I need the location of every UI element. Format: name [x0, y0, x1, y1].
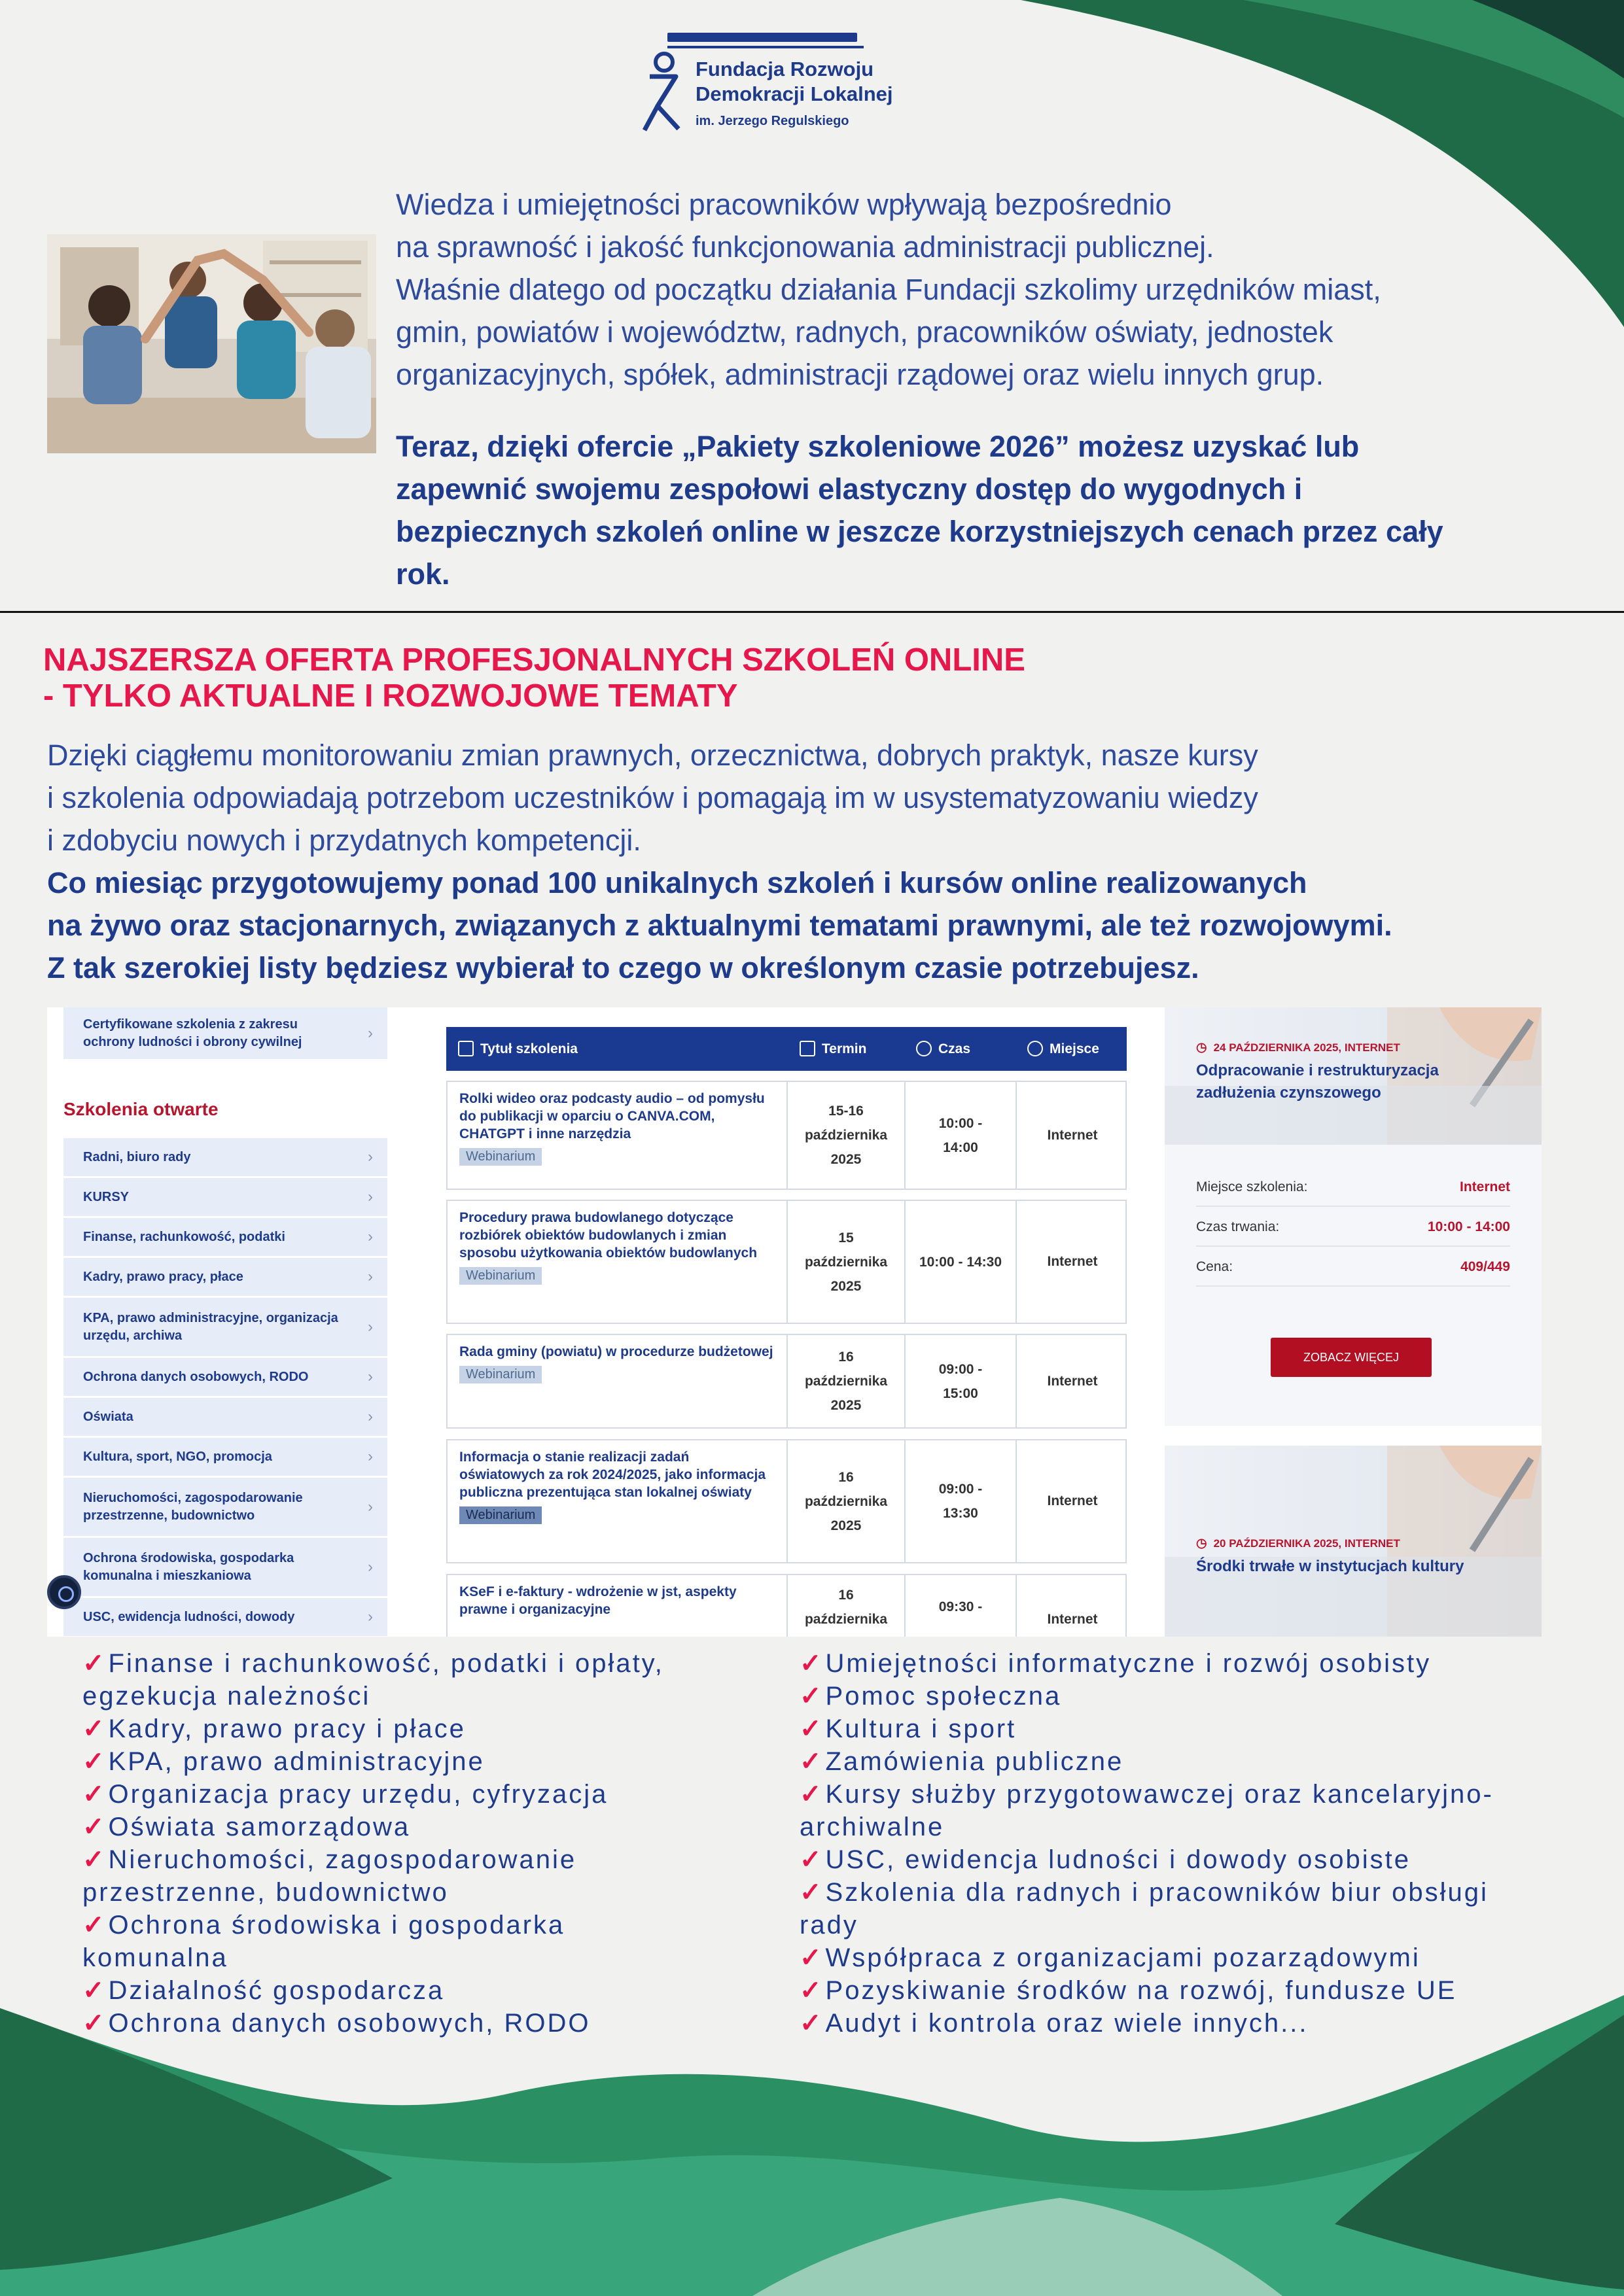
see-more-button[interactable]: ZOBACZ WIĘCEJ [1271, 1338, 1432, 1377]
sidebar-item-label: Radni, biuro rady [83, 1149, 191, 1164]
clock-icon [916, 1041, 932, 1056]
row-date-line: 2025 [830, 1518, 862, 1533]
logo-bar-thin [667, 46, 864, 48]
logo-text-line2: Demokracji Lokalnej [696, 82, 893, 105]
header-title [458, 1041, 578, 1057]
person-logo-icon [638, 50, 690, 135]
row-title-cell [448, 1575, 788, 1637]
row-title[interactable]: Rada gminy (powiatu) w procedurze budżetowej [459, 1344, 773, 1359]
logo-bar [667, 33, 857, 42]
chevron-right-icon: › [368, 1268, 373, 1285]
list-item [800, 1876, 1572, 1941]
row-date-line: października [804, 1493, 888, 1509]
foundation-logo [638, 27, 913, 139]
card-duration-value: 10:00 - 14:00 [1427, 1219, 1510, 1234]
intro-lead-line: Wiedza i umiejętności pracowników wpływają bezpośrednio [396, 188, 1172, 221]
check-icon: ✓ [82, 1780, 105, 1809]
row-place: Internet [1047, 1373, 1098, 1389]
row-tag: Webinarium [459, 1506, 542, 1524]
intro-lead-line: na sprawność i jakość funkcjonowania administracji publicznej. [396, 230, 1214, 264]
row-title-cell [448, 1082, 788, 1189]
training-card[interactable] [1165, 1007, 1542, 1426]
topic-text: egzekucja należności [82, 1682, 371, 1711]
row-time [906, 1335, 1017, 1427]
row-title[interactable]: Rolki wideo oraz podcasty audio – od pomysłu do publikacji w oparciu o CANVA.COM, CHATGPT i inne narzędzia [459, 1091, 765, 1141]
check-icon: ✓ [800, 1714, 822, 1743]
topic-text: Ochrona środowiska i gospodarka [108, 1911, 565, 1939]
chevron-right-icon: › [368, 1408, 373, 1425]
sidebar-item-usc[interactable] [63, 1598, 387, 1637]
list-item [82, 1974, 789, 2007]
list-item [82, 1647, 789, 1713]
topics-left [82, 1647, 789, 2040]
sidebar-item-label: KURSY [83, 1189, 130, 1204]
topic-text: Finanse i rachunkowość, podatki i opłaty, [108, 1649, 664, 1678]
chevron-right-icon: › [368, 1448, 373, 1465]
card-duration-row [1196, 1208, 1510, 1247]
topic-text: rady [800, 1911, 858, 1939]
row-tag: Webinarium [459, 1366, 542, 1383]
row-time-line: 09:00 - [938, 1361, 983, 1377]
list-item [800, 1647, 1572, 1680]
header-date [800, 1041, 866, 1057]
row-time [906, 1082, 1017, 1189]
topic-text: Działalność gospodarcza [108, 1976, 445, 2005]
row-date [788, 1201, 906, 1323]
intro-offer-line: Teraz, dzięki ofercie „Pakiety szkoleniowe 2026” możesz uzyskać lub [396, 430, 1360, 463]
row-date-line: 16 [838, 1349, 854, 1365]
topic-text: Umiejętności informatyczne i rozwój osobisty [825, 1649, 1432, 1678]
headline-line2: - TYLKO AKTUALNE I ROZWOJOWE TEMATY [43, 678, 738, 714]
row-place: Internet [1047, 1254, 1098, 1269]
intro-section [396, 183, 1587, 595]
sidebar-item-label: Oświata [83, 1409, 133, 1424]
row-date [788, 1082, 906, 1189]
chevron-right-icon: › [368, 1368, 373, 1385]
row-date [788, 1575, 906, 1637]
list-item [82, 1713, 789, 1745]
row-title[interactable]: Informacja o stanie realizacji zadań oświatowych za rok 2024/2025, jako informacja publiczna prezentująca stan lokalnej oświaty [459, 1450, 766, 1500]
check-icon: ✓ [800, 1845, 822, 1874]
intro-offer-line: zapewnić swojemu zespołowi elastyczny dostęp do wygodnych i [396, 472, 1303, 506]
row-date [788, 1440, 906, 1562]
chevron-right-icon: › [368, 1188, 373, 1206]
team-photo [47, 234, 376, 453]
topic-text: Organizacja pracy urzędu, cyfryzacja [108, 1780, 609, 1809]
card-price-row [1196, 1247, 1510, 1287]
card-date: ◷ 20 PAŹDZIERNIKA 2025, INTERNET [1196, 1536, 1400, 1551]
sidebar-item-nieruchomosci[interactable] [63, 1478, 387, 1538]
list-item [82, 1778, 789, 1811]
check-icon: ✓ [82, 1813, 105, 1841]
sidebar-item-oswiata[interactable] [63, 1398, 387, 1438]
list-item [800, 1680, 1572, 1713]
list-item [800, 2007, 1572, 2040]
paragraph-bold-line: Z tak szerokiej listy będziesz wybierał to czego w określonym czasie potrzebujesz. [47, 951, 1199, 984]
header-title-label: Tytuł szkolenia [480, 1041, 578, 1056]
document-icon [458, 1041, 474, 1056]
chevron-right-icon: › [368, 1317, 373, 1336]
topic-text: Oświata samorządowa [108, 1813, 411, 1841]
row-time-line: 10:00 - 14:30 [919, 1254, 1002, 1270]
topic-text: komunalna [82, 1943, 228, 1972]
card-place-row [1196, 1168, 1510, 1207]
row-title-cell [448, 1440, 788, 1562]
intro-offer-line: bezpiecznych szkoleń online w jeszcze korzystniejszych cenach przez cały [396, 515, 1443, 548]
row-date-line: października [804, 1612, 888, 1627]
topic-text: Kadry, prawo pracy i płace [108, 1714, 466, 1743]
row-time [906, 1440, 1017, 1562]
sidebar-item-radni[interactable] [63, 1138, 387, 1178]
row-date-line: 15-16 [828, 1104, 864, 1119]
list-item [800, 1974, 1572, 2007]
list-item [800, 1778, 1572, 1843]
paragraph-lead-line: i zdobyciu nowych i przydatnych kompetencji. [47, 824, 641, 857]
header-place-label: Miejsce [1050, 1041, 1099, 1056]
row-date-line: października [804, 1374, 888, 1389]
row-tag: Webinarium [459, 1267, 542, 1285]
row-place: Internet [1047, 1612, 1098, 1627]
topic-text: Ochrona danych osobowych, RODO [108, 2009, 591, 2038]
row-title-cell [448, 1335, 788, 1427]
intro-lead [396, 183, 1587, 396]
check-icon: ✓ [800, 1878, 822, 1907]
paragraph-lead-line: Dzięki ciągłemu monitorowaniu zmian prawnych, orzecznictwa, dobrych praktyk, nasze kursy [47, 739, 1258, 772]
list-item [800, 1843, 1572, 1876]
row-title[interactable]: KSeF i e-faktury - wdrożenie w jst, aspekty prawne i organizacyjne [459, 1584, 737, 1617]
check-icon: ✓ [82, 1976, 105, 2005]
row-date-line: 16 [838, 1469, 854, 1485]
row-tag: Webinarium [459, 1148, 542, 1166]
topic-text: Współpraca z organizacjami pozarządowymi [825, 1943, 1421, 1972]
intro-offer-line: rok. [396, 557, 450, 591]
paragraph-bold-line: na żywo oraz stacjonarnych, związanych z aktualnymi tematami prawnymi, ale też rozwojowymi. [47, 909, 1392, 942]
logo-text-line3: im. Jerzego Regulskiego [696, 114, 849, 128]
list-item [82, 2007, 789, 2040]
row-place: Internet [1047, 1127, 1098, 1143]
check-icon: ✓ [800, 1943, 822, 1972]
check-icon: ✓ [800, 1682, 822, 1711]
check-icon: ✓ [800, 1649, 822, 1678]
card-title[interactable]: Odpracowanie i restrukturyzacja zadłużenia czynszowego [1196, 1062, 1439, 1102]
paragraph-lead [47, 734, 1604, 861]
sidebar-item-kpa[interactable] [63, 1298, 387, 1358]
list-item [82, 1843, 789, 1909]
topic-text: Szkolenia dla radnych i pracowników biur obsługi [825, 1878, 1489, 1907]
logo-text-line1: Fundacja Rozwoju [696, 58, 874, 80]
row-time-line: 13:30 [943, 1506, 978, 1521]
topic-text: Kursy służby przygotowawczej oraz kancelaryjno- [825, 1780, 1494, 1809]
row-time-line: 10:00 - [938, 1115, 983, 1131]
sidebar-item-label: Finanse, rachunkowość, podatki [83, 1229, 285, 1244]
sidebar-item-label: Ochrona danych osobowych, RODO [83, 1369, 309, 1384]
row-date-line: 2025 [830, 1278, 862, 1294]
topic-text: Pozyskiwanie środków na rozwój, fundusze UE [825, 1976, 1457, 2005]
location-pin-icon [1027, 1041, 1043, 1056]
topic-text: USC, ewidencja ludności i dowody osobiste [825, 1845, 1411, 1874]
check-icon: ✓ [800, 1976, 822, 2005]
row-time [906, 1575, 1017, 1637]
row-place: Internet [1047, 1493, 1098, 1508]
paragraph-lead-line: i szkolenia odpowiadają potrzebom uczestników i pomagają im w usystematyzowaniu wiedzy [47, 781, 1258, 814]
sidebar-item-rodo[interactable] [63, 1358, 387, 1398]
sidebar-item-label: Kadry, prawo pracy, płace [83, 1269, 243, 1284]
sidebar-item-label: KPA, prawo administracyjne, organizacja urzędu, archiwa [83, 1310, 338, 1343]
topic-text: przestrzenne, budownictwo [82, 1878, 449, 1907]
intro-lead-line: Właśnie dlatego od początku działania Fundacji szkolimy urzędników miast, [396, 273, 1381, 306]
table-row[interactable] [446, 1334, 1127, 1429]
intro-offer [396, 425, 1587, 595]
check-icon: ✓ [800, 2009, 822, 2038]
offer-paragraph [47, 734, 1604, 989]
sidebar-item-kultura[interactable] [63, 1438, 387, 1478]
chevron-right-icon: › [368, 1024, 373, 1042]
chevron-right-icon: › [368, 1557, 373, 1576]
topic-text: Zamówienia publiczne [825, 1747, 1124, 1776]
intro-lead-line: gmin, powiatów i województw, radnych, pracowników oświaty, jednostek [396, 315, 1333, 349]
chevron-right-icon: › [368, 1608, 373, 1626]
table-row[interactable] [446, 1439, 1127, 1563]
row-date-line: października [804, 1254, 888, 1270]
row-time-line: 09:00 - [938, 1482, 983, 1497]
row-time-line: 15:00 [943, 1385, 978, 1401]
paragraph-bold-line: Co miesiąc przygotowujemy ponad 100 unikalnych szkoleń i kursów online realizowanych [47, 866, 1307, 899]
topic-text: Kultura i sport [825, 1714, 1017, 1743]
sidebar-item-srodowisko[interactable] [63, 1538, 387, 1598]
sidebar-item-label: Certyfikowane szkolenia z zakresu ochrony ludności i obrony cywilnej [83, 1017, 302, 1049]
row-date-line: 16 [838, 1588, 854, 1603]
training-card[interactable] [1165, 1446, 1542, 1637]
sidebar-heading: Szkolenia otwarte [63, 1099, 219, 1119]
sidebar-item-civil-protection[interactable] [63, 1007, 387, 1061]
card-place-label: Miejsce szkolenia: [1196, 1179, 1308, 1194]
table-row[interactable] [446, 1081, 1127, 1190]
header-place [1027, 1041, 1099, 1057]
row-time [906, 1201, 1017, 1323]
card-duration-label: Czas trwania: [1196, 1219, 1280, 1234]
topics-right [800, 1647, 1572, 2040]
list-item [82, 1811, 789, 1843]
table-row[interactable] [446, 1574, 1127, 1637]
chevron-right-icon: › [368, 1148, 373, 1166]
row-date-line: 15 [838, 1230, 854, 1245]
row-time-line: 09:30 - [938, 1599, 983, 1614]
topic-text: Pomoc społeczna [825, 1682, 1062, 1711]
section-divider [0, 611, 1624, 613]
topic-text: Nieruchomości, zagospodarowanie [108, 1845, 577, 1874]
sidebar-item-finanse[interactable] [63, 1218, 387, 1258]
row-date-line: 2025 [830, 1152, 862, 1167]
check-icon: ✓ [800, 1747, 822, 1776]
chevron-right-icon: › [368, 1497, 373, 1516]
sidebar-item-kursy[interactable] [63, 1178, 387, 1218]
card-date: ◷ 24 PAŹDZIERNIKA 2025, INTERNET [1196, 1040, 1400, 1055]
headline-line1: NAJSZERSZA OFERTA PROFESJONALNYCH SZKOLEŃ ONLINE [43, 642, 1025, 678]
intro-lead-line: organizacyjnych, spółek, administracji rządowej oraz wielu innych grup. [396, 358, 1324, 391]
row-time-line: 14:00 [943, 1139, 978, 1155]
row-title-cell [448, 1201, 788, 1323]
topic-text: Audyt i kontrola oraz wiele innych... [825, 2009, 1309, 2038]
accessibility-button[interactable] [47, 1575, 81, 1609]
header-date-label: Termin [822, 1041, 867, 1056]
card-title[interactable]: Środki trwałe w instytucjach kultury [1196, 1557, 1464, 1575]
card-price-value: 409/449 [1460, 1259, 1510, 1274]
table-header [446, 1027, 1127, 1071]
card-place-value: Internet [1459, 1179, 1510, 1194]
list-item [800, 1713, 1572, 1745]
list-item [82, 1909, 789, 1974]
calendar-icon [800, 1041, 815, 1056]
header-time-label: Czas [938, 1041, 971, 1056]
check-icon: ✓ [82, 1649, 105, 1678]
check-icon: ✓ [82, 2009, 105, 2038]
sidebar-item-label: Nieruchomości, zagospodarowanie przestrzenne, budownictwo [83, 1490, 303, 1523]
section-headline [43, 642, 1483, 714]
topic-text: archiwalne [800, 1813, 945, 1841]
sidebar-item-kadry[interactable] [63, 1258, 387, 1298]
list-item [82, 1745, 789, 1778]
topic-text: KPA, prawo administracyjne [108, 1747, 485, 1776]
paragraph-bold [47, 861, 1604, 989]
check-icon: ✓ [82, 1747, 105, 1776]
table-row[interactable] [446, 1200, 1127, 1324]
training-sidebar [47, 1007, 389, 1637]
sidebar-item-label: USC, ewidencja ludności, dowody [83, 1609, 295, 1624]
check-icon: ✓ [82, 1911, 105, 1939]
header-time [916, 1041, 970, 1057]
list-item [800, 1941, 1572, 1974]
list-item [800, 1745, 1572, 1778]
check-icon: ✓ [82, 1845, 105, 1874]
card-price-label: Cena: [1196, 1259, 1233, 1274]
check-icon: ✓ [82, 1714, 105, 1743]
row-date-line: 2025 [830, 1398, 862, 1413]
row-date-line: października [804, 1128, 888, 1143]
chevron-right-icon: › [368, 1228, 373, 1245]
website-screenshot [47, 1007, 1542, 1637]
row-date [788, 1335, 906, 1427]
sidebar-item-label: Ochrona środowiska, gospodarka komunalna i mieszkaniowa [83, 1550, 294, 1583]
check-icon: ✓ [800, 1780, 822, 1809]
sidebar-item-label: Kultura, sport, NGO, promocja [83, 1449, 272, 1464]
row-title[interactable]: Procedury prawa budowlanego dotyczące rozbiórek obiektów budowlanych i zmian sposobu użytkowania obiektów budowlanych [459, 1210, 758, 1261]
